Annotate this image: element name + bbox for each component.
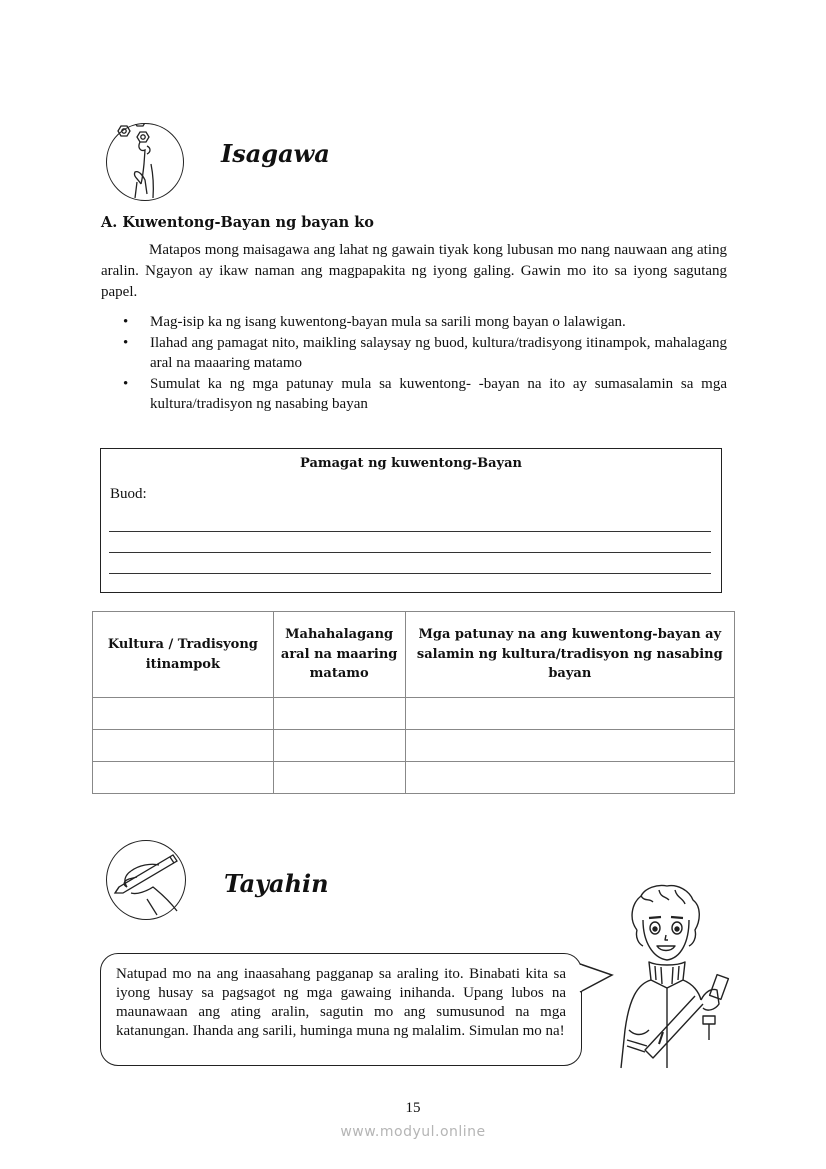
section-title-tayahin: Tayahin — [224, 869, 329, 898]
summary-answer-box — [100, 448, 722, 593]
table-cell[interactable] — [93, 698, 274, 730]
table-cell[interactable] — [273, 730, 405, 762]
page-number: 15 — [405, 1100, 421, 1116]
list-item: • Sumulat ka ng mga patunay mula sa kuwentong- -bayan na ito ay sumasalamin sa mga kultura/tradisyon ng nasabing bayan — [101, 374, 727, 415]
activity-subheading: A. Kuwentong-Bayan ng bayan ko — [101, 214, 374, 231]
speech-bubble-tail — [579, 962, 619, 1002]
column-header: Kultura / Tradisyong itinampok — [93, 612, 274, 698]
table-cell[interactable] — [273, 762, 405, 794]
speech-bubble — [100, 953, 582, 1066]
list-item: • Mag-isip ka ng isang kuwentong-bayan mula sa sarili mong bayan o lalawigan. — [101, 312, 727, 333]
answer-line[interactable] — [109, 573, 711, 574]
hand-writing-pencil-icon — [106, 840, 186, 920]
table-row — [93, 698, 735, 730]
table-cell[interactable] — [405, 730, 734, 762]
table-cell[interactable] — [405, 698, 734, 730]
summary-label: Buod: — [110, 486, 147, 502]
answer-line[interactable] — [109, 552, 711, 553]
worksheet-table — [92, 611, 735, 794]
table-cell[interactable] — [405, 762, 734, 794]
speech-bubble-text: Natupad mo na ang inaasahang pagganap sa araling ito. Binabati kita sa iyong husay sa pagsagot ng mga gawaing inihanda. Upang lubos na maunawaan ang ating aralin, sagutin mo ang sumusunod na mga katanungan. Ihanda ang sarili, huminga muna ng malalim. Simulan mo na! — [116, 966, 566, 1039]
table-row — [93, 730, 735, 762]
watermark: www.modyul.online — [340, 1124, 486, 1140]
box-title: Pamagat ng kuwentong-Bayan — [300, 456, 522, 471]
table-cell[interactable] — [273, 698, 405, 730]
answer-line[interactable] — [109, 531, 711, 532]
table-row — [93, 762, 735, 794]
table-cell[interactable] — [93, 730, 274, 762]
list-item: • Ilahad ang pamagat nito, maikling salaysay ng buod, kultura/tradisyong itinampok, mahalagang aral na maaaring matamo — [101, 333, 727, 374]
hand-with-bolts-icon — [106, 123, 184, 201]
table-cell[interactable] — [93, 762, 274, 794]
instruction-list — [101, 312, 727, 415]
column-header: Mga patunay na ang kuwentong-bayan ay salamin ng kultura/tradisyon ng nasabing bayan — [405, 612, 734, 698]
section-title-isagawa: Isagawa — [221, 139, 330, 168]
column-header: Mahahalagang aral na maaring matamo — [273, 612, 405, 698]
instruction-paragraph: Matapos mong maisagawa ang lahat ng gawain tiyak kong lubusan mo nang nauwaan ang ating aralin. Ngayon ay ikaw naman ang magpapakita ng iyong galing. Gawin mo ito sa iyong sagutang papel. — [101, 242, 727, 300]
student-character-illustration — [615, 880, 735, 1070]
table-header-row — [93, 612, 735, 698]
